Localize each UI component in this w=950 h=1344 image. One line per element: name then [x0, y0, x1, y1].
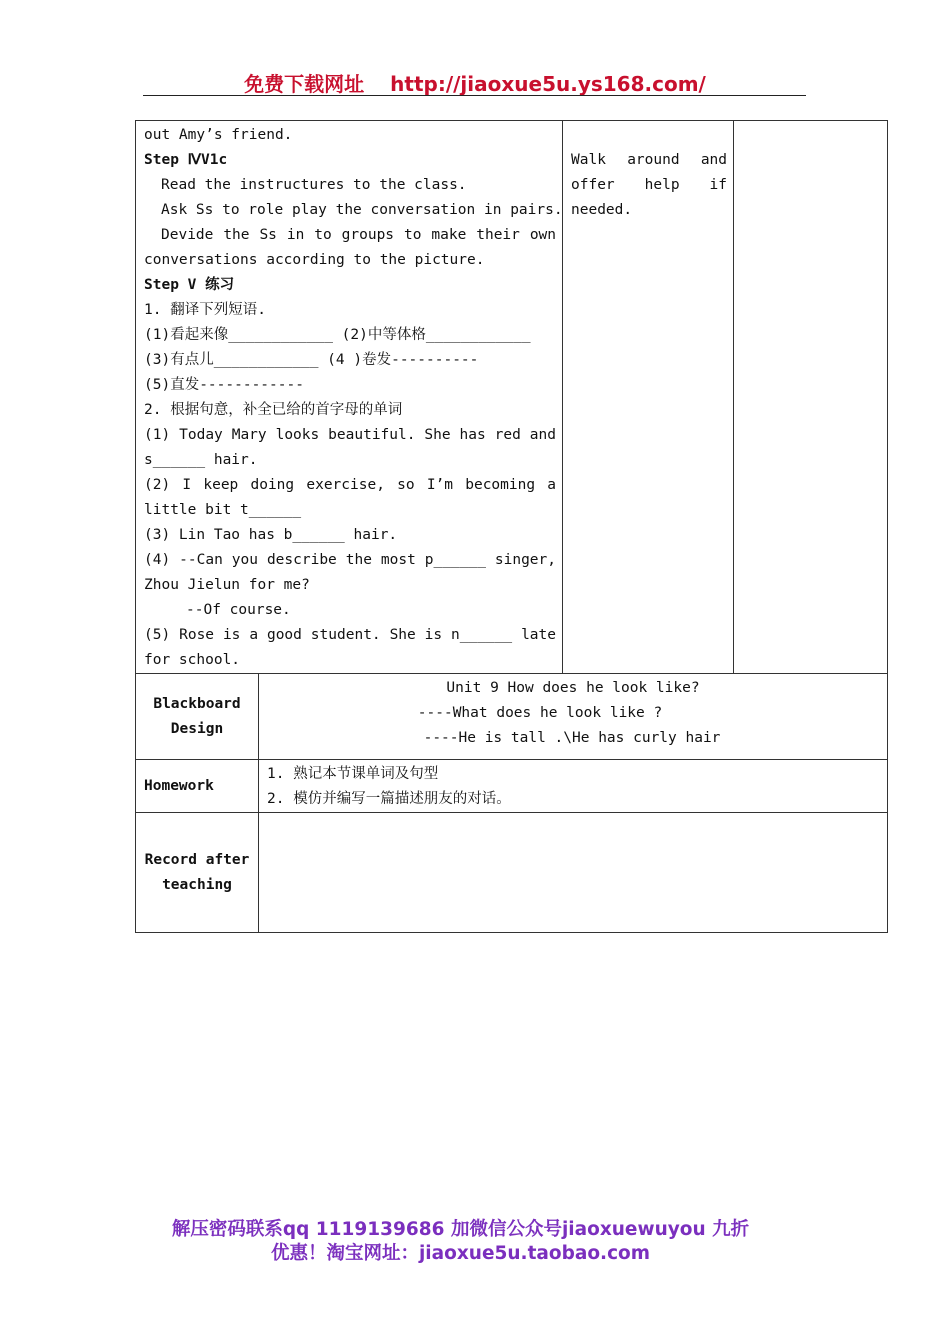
homework-item: 1. 熟记本节课单词及句型 — [267, 766, 439, 782]
lesson-plan-table — [135, 120, 888, 933]
homework-item: 2. 模仿并编写一篇描述朋友的对话。 — [267, 791, 511, 807]
blackboard-label: Blackboard Design — [136, 674, 259, 760]
homework-row — [136, 760, 888, 813]
lesson-line: out Amy’s friend. — [144, 127, 293, 143]
record-label: Record after teaching — [136, 813, 259, 933]
header-divider — [143, 95, 806, 96]
footer — [0, 1218, 921, 1266]
free-download-label: 免费下载网址 — [244, 72, 365, 96]
lesson-line: Devide the Ss in to groups to make their own — [161, 227, 557, 243]
step-heading: Step V 练习 — [144, 277, 235, 293]
exercise-item: s______ hair. — [144, 452, 258, 468]
exercise-item: (5)直发------------ — [144, 377, 304, 393]
blackboard-row — [136, 674, 888, 760]
site-header — [0, 68, 950, 97]
footer-line-2: 优惠！淘宝网址：jiaoxue5u.taobao.com — [270, 1243, 651, 1264]
notes-cell — [734, 121, 888, 674]
exercise-heading: 1. 翻译下列短语. — [144, 302, 266, 318]
exercise-item: --Of course. — [186, 602, 291, 618]
exercise-item: (3)有点儿____________ (4 )卷发---------- — [144, 352, 479, 368]
lesson-line: Ask Ss to role play the conversation in pairs. — [161, 202, 563, 218]
lesson-line: conversations according to the picture. — [144, 252, 485, 268]
blackboard-line: ----He is tall .\He has curly hair — [423, 730, 721, 746]
exercise-item: for school. — [144, 652, 241, 668]
lesson-line: Read the instructures to the class. — [161, 177, 467, 193]
exercise-heading: 2. 根据句意，补全已给的首字母的单词 — [144, 402, 403, 418]
footer-line-1: 解压密码联系qq 1119139686 加微信公众号jiaoxuewuyou 九折 — [171, 1219, 750, 1240]
record-content — [259, 813, 888, 933]
exercise-item: (3) Lin Tao has b______ hair. — [144, 527, 398, 543]
blackboard-line: Unit 9 How does he look like? — [446, 680, 700, 696]
exercise-item: Zhou Jielun for me? — [144, 577, 310, 593]
blackboard-content — [259, 674, 888, 760]
step-heading: Step ⅣV1c — [144, 152, 228, 168]
exercise-item: (1) Today Mary looks beautiful. She has red and — [144, 427, 557, 443]
exercise-item: (1)看起来像____________ (2)中等体格____________ — [144, 327, 531, 343]
exercise-item: (4) --Can you describe the most p______ singer, — [144, 552, 557, 568]
homework-content — [259, 760, 888, 813]
lesson-steps-row — [136, 121, 888, 674]
homework-label: Homework — [136, 760, 259, 813]
site-url-link[interactable]: http://jiaoxue5u.ys168.com/ — [390, 72, 706, 96]
exercise-item: (5) Rose is a good student. She is n______ late — [144, 627, 557, 643]
teacher-activity-text: Walk around and offer help if needed. — [571, 152, 728, 218]
record-row — [136, 813, 888, 933]
blackboard-line: ----What does he look like ? — [417, 705, 663, 721]
exercise-item: little bit t______ — [144, 502, 302, 518]
exercise-item: (2) I keep doing exercise, so I’m becoming a — [144, 477, 557, 493]
lesson-steps-cell — [136, 121, 563, 674]
teacher-activity-cell — [563, 121, 734, 674]
